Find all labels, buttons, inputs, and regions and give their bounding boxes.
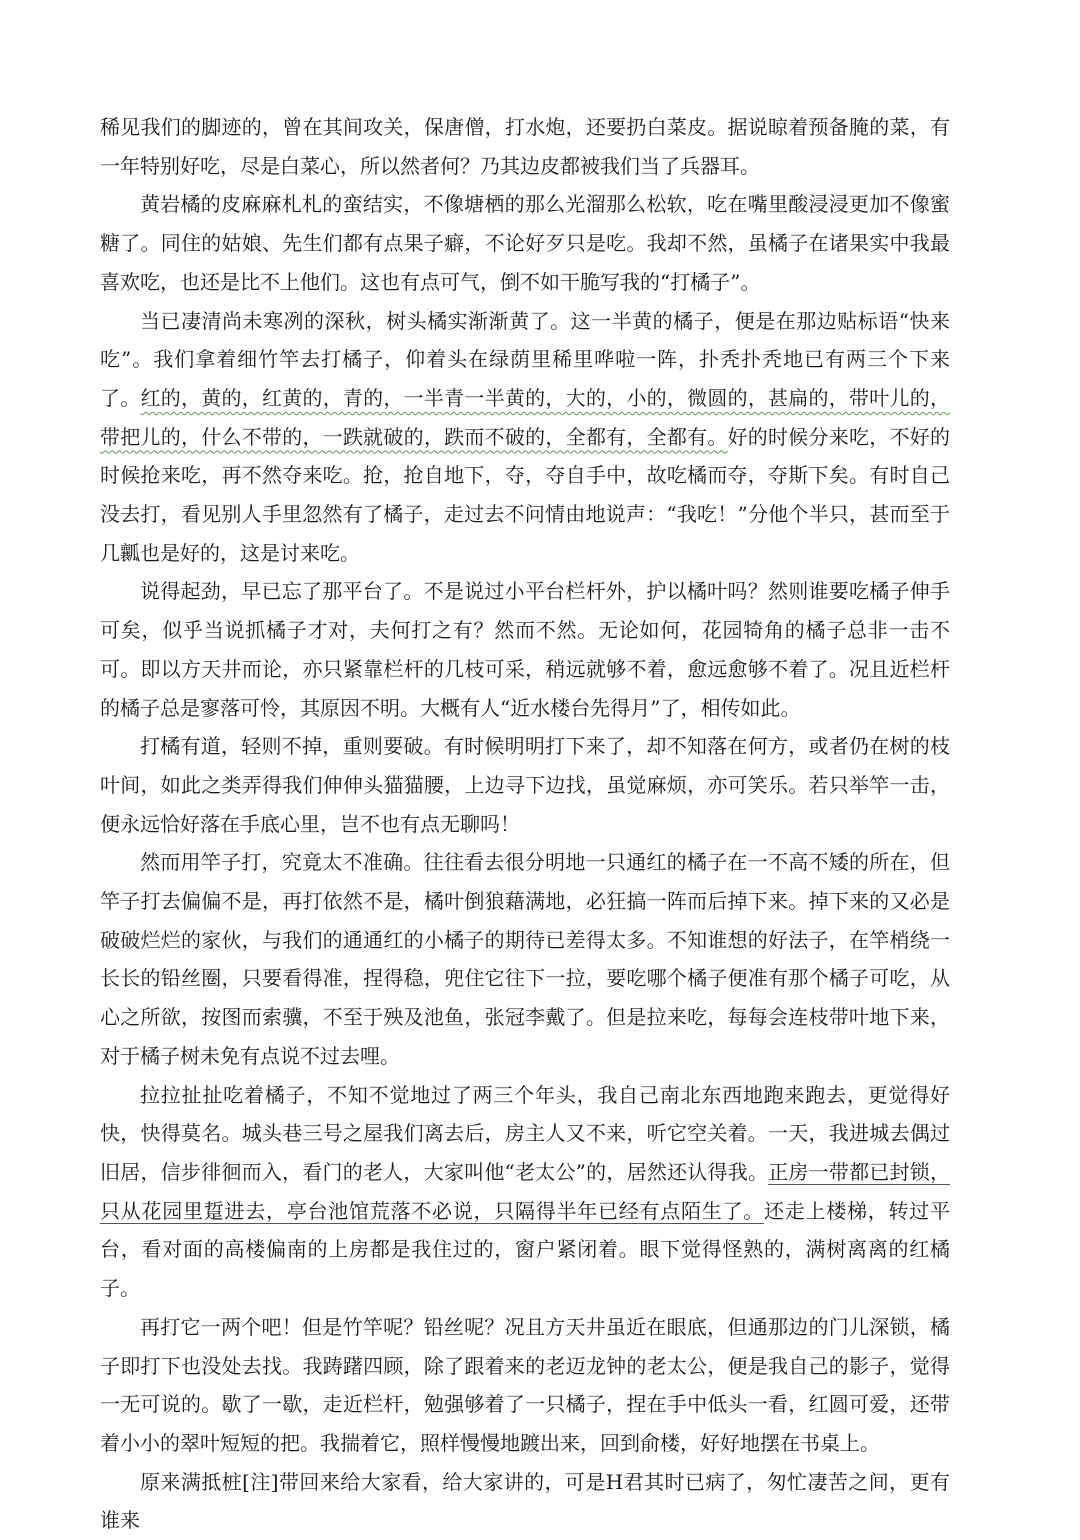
wavy-underlined-text: 红的，黄的，红黄的，青的，一半青一半黄的，大的，小的，微圆的，甚扁的，带叶儿的，带把儿的，什么不带的，一跌就破的，跌而不破的，全都有，全都有。 [100,385,951,449]
paragraph-6 [100,843,950,1075]
paragraph-1 [100,108,950,185]
paragraph-5 [100,727,950,843]
paragraph-8 [100,1308,950,1463]
underlined-text: 正房一带都已封锁，只从花园里踅进去，亭台池馆荒落不必说，只隔得半年已经有点陌生了。 [100,1159,951,1223]
paragraph-3 [100,302,950,573]
paragraph-text: 说得起劲，早已忘了那平台了。不是说过小平台栏杆外，护以橘叶吗？然则谁要吃橘子伸手可矣，似乎当说抓橘子才对，夫何打之有？然而不然。无论如何，花园犄角的橘子总非一击不可。即以方天井而论，亦只紧靠栏杆的几枝可采，稍远就够不着，愈远愈够不着了。况且近栏杆的橘子总是寥落可怜，其原因不明。大概有人“近水楼台先得月”了，相传如此。 [100,579,950,720]
paragraph-text: 再打它一两个吧！但是竹竿呢？铅丝呢？况且方天井虽近在眼底，但通那边的门儿深锁，橘子即打下也没处去找。我踌躇四顾，除了跟着来的老迈龙钟的老太公，便是我自己的影子，觉得一无可说的。歇了一歇，走近栏杆，勉强够着了一只橘子，捏在手中低头一看，红圆可爱，还带着小小的翠叶短短的把。我揣着它，照样慢慢地踱出来，回到俞楼，好好地摆在书桌上。 [100,1314,950,1455]
paragraph-text: 原来满抵桩[注]带回来给大家看，给大家讲的，可是H君其时已病了，匆忙凄苦之间，更有谁来 [100,1469,950,1533]
paragraph-text: 然而用竿子打，究竟太不准确。往往看去很分明地一只通红的橘子在一不高不矮的所在，但竿子打去偏偏不是，再打依然不是，橘叶倒狼藉满地，必狂搞一阵而后掉下来。掉下来的又必是破破烂烂的家伙，与我们的通通红的小橘子的期待已差得太多。不知谁想的好法子，在竿梢绕一长长的铅丝圈，只要看得准，捏得稳，兜住它往下一拉，要吃哪个橘子便准有那个橘子可吃，从心之所欲，按图而索骥，不至于殃及池鱼，张冠李戴了。但是拉来吃，每每会连枝带叶地下来，对于橘子树未免有点说不过去哩。 [100,850,950,1068]
paragraph-2 [100,185,950,301]
paragraph-4 [100,572,950,727]
document-page [100,108,950,1540]
paragraph-7 [100,1076,950,1308]
paragraph-text: 还走上楼梯，转过平台，看对面的高楼偏南的上房都是我住过的，窗户紧闭着。眼下觉得怪熟的，满树离离的红橘子。 [100,1198,950,1301]
paragraph-text: 拉拉扯扯吃着橘子，不知不觉地过了两三个年头，我自己南北东西地跑来跑去，更觉得好快，快得莫名。城头巷三号之屋我们离去后，房主人又不来，听它空关着。一天，我进城去偶过旧居，信步徘徊而入，看门的老人，大家叫他“老太公”的，居然还认得我。 [100,1082,950,1184]
paragraph-9 [100,1463,950,1540]
paragraph-text: 打橘有道，轻则不掉，重则要破。有时候明明打下来了，却不知落在何方，或者仍在树的枝叶间，如此之类弄得我们伸伸头猫猫腰，上边寻下边找，虽觉麻烦，亦可笑乐。若只举竿一击，便永远恰好落在手底心里，岂不也有点无聊吗！ [100,734,950,836]
paragraph-text: 好的时候分来吃，不好的时候抢来吃，再不然夺来吃。抢，抢自地下，夺，夺自手中，故吃橘而夺，夺斯下矣。有时自己没去打，看见别人手里忽然有了橘子，走过去不问情由地说声：“我吃！”分他个半只，甚而至于几瓤也是好的，这是讨来吃。 [100,424,951,565]
paragraph-text: 当已凄清尚未寒冽的深秋，树头橘实渐渐黄了。这一半黄的橘子，便是在那边贴标语“快来吃”。我们拿着细竹竿去打橘子，仰着头在绿荫里稀里哗啦一阵，扑秃扑秃地已有两三个下来了。 [100,308,950,410]
paragraph-text: 黄岩橘的皮麻麻札札的蛮结实，不像塘栖的那么光溜那么松软，吃在嘴里酸浸浸更加不像蜜糖了。同住的姑娘、先生们都有点果子癖，不论好歹只是吃。我却不然，虽橘子在诸果实中我最喜欢吃，也还是比不上他们。这也有点可气，倒不如干脆写我的“打橘子”。 [100,192,950,294]
paragraph-text: 稀见我们的脚迹的，曾在其间攻关，保唐僧，打水炮，还要扔白菜皮。据说晾着预备腌的菜，有一年特别好吃，尽是白菜心，所以然者何？乃其边皮都被我们当了兵器耳。 [100,115,950,178]
